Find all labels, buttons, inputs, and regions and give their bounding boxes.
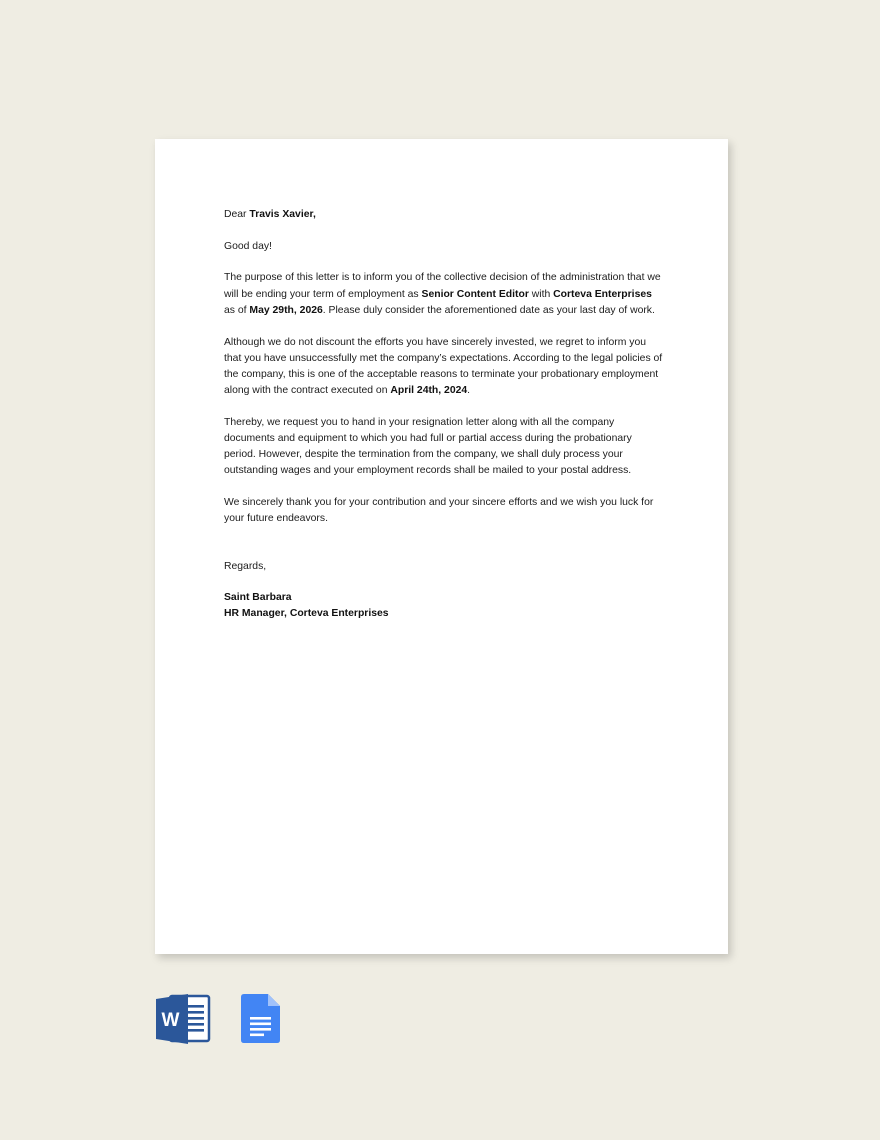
paragraph-reason	[224, 335, 664, 400]
signer-name: Saint Barbara	[224, 592, 292, 604]
end-date: May 29th, 2026	[249, 304, 323, 316]
paragraph-requests: Thereby, we request you to hand in your resignation letter along with all the company documents and equipment to which you had full or partial access during the probationary period. However, despite the termination from the company, we shall duly process your outstanding wages and your employment records shall be mailed to your postal address.	[224, 416, 632, 477]
salutation-prefix: Dear	[224, 209, 250, 220]
text-segment: as of	[224, 304, 250, 316]
text-segment: Although we do not discount the efforts you have sincerely invested, we regret to inform you that you have unsuccessfully met the company’s expectations. According to the legal policies of the company, this is one of the acceptable reasons to terminate your probationary employment along with the contract executed on	[224, 336, 663, 397]
contract-date: April 24th, 2024	[390, 385, 468, 397]
text-segment: The purpose of this letter is to inform you of the collective decision of the administration that we will be ending your term of employment as	[224, 272, 661, 300]
closing: Regards,	[224, 560, 267, 572]
letter-body	[224, 207, 664, 623]
signer-title: HR Manager, Corteva Enterprises	[224, 608, 389, 620]
svg-text:W: W	[161, 1010, 180, 1031]
position-title: Senior Content Editor	[421, 288, 529, 300]
microsoft-word-icon[interactable]	[156, 993, 211, 1045]
text-segment: with	[528, 288, 554, 300]
letter-page	[155, 139, 728, 954]
google-docs-icon[interactable]	[240, 993, 282, 1045]
text-segment: .	[467, 385, 471, 397]
salutation	[224, 207, 664, 223]
signature-block	[224, 590, 664, 622]
company-name: Corteva Enterprises	[553, 288, 652, 300]
text-segment: . Please duly consider the aforementioned date as your last day of work.	[322, 304, 655, 316]
recipient-name: Travis Xavier,	[249, 209, 316, 220]
greeting: Good day!	[224, 240, 272, 252]
paragraph-termination-notice	[224, 270, 664, 319]
paragraph-thanks: We sincerely thank you for your contribution and your sincere efforts and we wish you luck for your future endeavors.	[224, 497, 654, 525]
